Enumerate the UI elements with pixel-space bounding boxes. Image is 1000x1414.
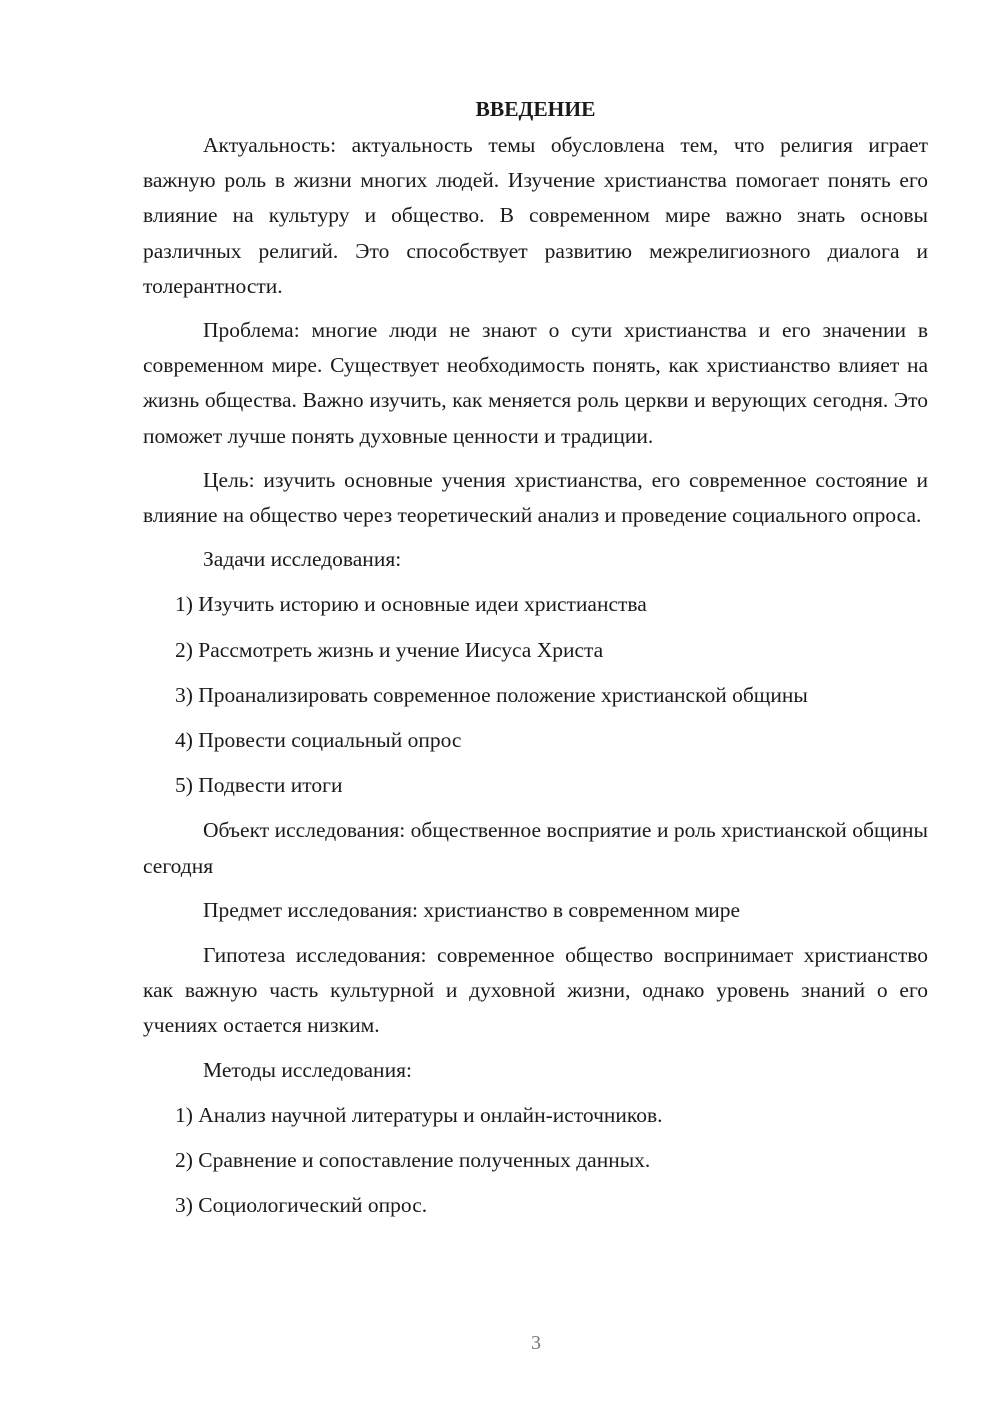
problem-paragraph: Проблема: многие люди не знают о сути христианства и его значении в современном мире. Существует необходимость понять, как христианство влияет на жизнь общества. Важно изучить, как меняется роль церкви и верующих сегодня. Это поможет лучше понять духовные ценности и традиции.	[143, 318, 928, 448]
method-item: 3) Социологический опрос.	[175, 1193, 428, 1218]
document-page	[143, 92, 928, 1233]
method-item: 1) Анализ научной литературы и онлайн-источников.	[175, 1102, 663, 1127]
method-item: 2) Сравнение и сопоставление полученных данных.	[175, 1148, 651, 1173]
task-item: 4) Провести социальный опрос	[175, 728, 462, 753]
task-item: 2) Рассмотреть жизнь и учение Иисуса Христа	[175, 637, 604, 662]
object-paragraph: Объект исследования: общественное восприятие и роль христианской общины сегодня	[143, 818, 928, 878]
tasks-list	[143, 587, 928, 803]
section-title: ВВЕДЕНИЕ	[475, 97, 596, 121]
task-item: 3) Проанализировать современное положение христианской общины	[175, 682, 808, 707]
page-number: 3	[531, 1332, 541, 1354]
tasks-heading: Задачи исследования:	[203, 547, 402, 572]
task-item: 1) Изучить историю и основные идеи христианства	[175, 592, 647, 617]
methods-list	[143, 1098, 928, 1224]
goal-paragraph: Цель: изучить основные учения христианства, его современное состояние и влияние на общество через теоретический анализ и проведение социального опроса.	[143, 467, 928, 528]
subject-paragraph: Предмет исследования: христианство в современном мире	[203, 897, 741, 922]
relevance-paragraph: Актуальность: актуальность темы обусловлена тем, что религия играет важную роль в жизни многих людей. Изучение христианства помогает понять его влияние на культуру и общество. В современном мире важно знать основы различных религий. Это способствует развитию межрелигиозного диалога и толерантности.	[143, 133, 928, 298]
methods-heading: Методы исследования:	[203, 1057, 412, 1082]
task-item: 5) Подвести итоги	[175, 773, 343, 798]
hypothesis-paragraph: Гипотеза исследования: современное общество воспринимает христианство как важную часть культурной и духовной жизни, однако уровень знаний о его учениях остается низким.	[143, 943, 928, 1038]
